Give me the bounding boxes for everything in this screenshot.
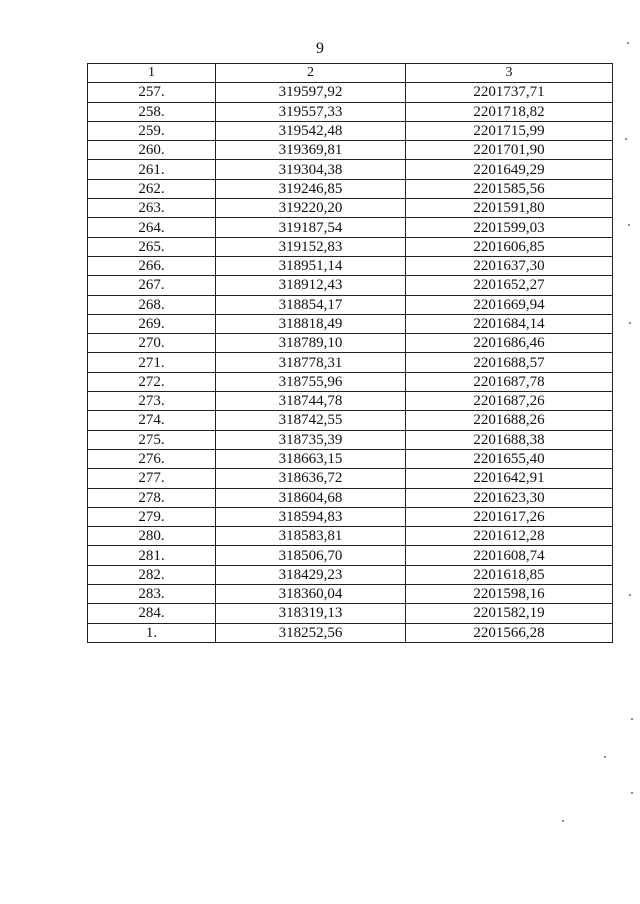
y-coordinate-cell: 2201688,26	[406, 411, 613, 430]
point-number-cell: 268.	[88, 295, 216, 314]
y-coordinate-cell: 2201591,80	[406, 199, 613, 218]
page-number: 9	[316, 40, 324, 57]
y-coordinate-cell: 2201669,94	[406, 295, 613, 314]
table-row	[88, 179, 613, 198]
table-row	[88, 623, 613, 642]
y-coordinate-cell: 2201617,26	[406, 507, 613, 526]
x-coordinate-cell: 318583,81	[216, 527, 406, 546]
x-coordinate-cell: 318594,83	[216, 507, 406, 526]
point-number-cell: 261.	[88, 160, 216, 179]
column-header: 2	[216, 64, 406, 83]
table-row	[88, 353, 613, 372]
point-number-cell: 284.	[88, 604, 216, 623]
table-row	[88, 83, 613, 102]
y-coordinate-cell: 2201642,91	[406, 469, 613, 488]
point-number-cell: 276.	[88, 449, 216, 468]
y-coordinate-cell: 2201582,19	[406, 604, 613, 623]
y-coordinate-cell: 2201566,28	[406, 623, 613, 642]
x-coordinate-cell: 319246,85	[216, 179, 406, 198]
x-coordinate-cell: 319220,20	[216, 199, 406, 218]
table-row	[88, 295, 613, 314]
table-row	[88, 527, 613, 546]
table-row	[88, 334, 613, 353]
table-row	[88, 199, 613, 218]
scan-speck	[562, 820, 564, 822]
x-coordinate-cell: 319304,38	[216, 160, 406, 179]
point-number-cell: 271.	[88, 353, 216, 372]
point-number-cell: 282.	[88, 565, 216, 584]
y-coordinate-cell: 2201598,16	[406, 585, 613, 604]
y-coordinate-cell: 2201715,99	[406, 121, 613, 140]
x-coordinate-cell: 318360,04	[216, 585, 406, 604]
x-coordinate-cell: 318755,96	[216, 372, 406, 391]
x-coordinate-cell: 318818,49	[216, 314, 406, 333]
x-coordinate-cell: 318912,43	[216, 276, 406, 295]
scan-speck	[631, 718, 633, 720]
table-row	[88, 237, 613, 256]
y-coordinate-cell: 2201623,30	[406, 488, 613, 507]
y-coordinate-cell: 2201737,71	[406, 83, 613, 102]
y-coordinate-cell: 2201655,40	[406, 449, 613, 468]
table-row	[88, 102, 613, 121]
point-number-cell: 283.	[88, 585, 216, 604]
y-coordinate-cell: 2201684,14	[406, 314, 613, 333]
y-coordinate-cell: 2201652,27	[406, 276, 613, 295]
y-coordinate-cell: 2201618,85	[406, 565, 613, 584]
table-row	[88, 160, 613, 179]
point-number-cell: 260.	[88, 141, 216, 160]
x-coordinate-cell: 319597,92	[216, 83, 406, 102]
column-header: 3	[406, 64, 613, 83]
x-coordinate-cell: 318319,13	[216, 604, 406, 623]
x-coordinate-cell: 319152,83	[216, 237, 406, 256]
scan-speck	[629, 322, 631, 324]
y-coordinate-cell: 2201599,03	[406, 218, 613, 237]
column-header: 1	[88, 64, 216, 83]
x-coordinate-cell: 318429,23	[216, 565, 406, 584]
point-number-cell: 272.	[88, 372, 216, 391]
point-number-cell: 264.	[88, 218, 216, 237]
table-row	[88, 141, 613, 160]
scan-speck	[604, 756, 606, 758]
x-coordinate-cell: 318735,39	[216, 430, 406, 449]
table-row	[88, 585, 613, 604]
point-number-cell: 262.	[88, 179, 216, 198]
point-number-cell: 279.	[88, 507, 216, 526]
scan-speck	[628, 224, 630, 226]
table-row	[88, 469, 613, 488]
table-row	[88, 488, 613, 507]
x-coordinate-cell: 318742,55	[216, 411, 406, 430]
point-number-cell: 267.	[88, 276, 216, 295]
table-row	[88, 121, 613, 140]
table-row	[88, 546, 613, 565]
scan-speck	[627, 42, 629, 44]
point-number-cell: 265.	[88, 237, 216, 256]
x-coordinate-cell: 318636,72	[216, 469, 406, 488]
point-number-cell: 281.	[88, 546, 216, 565]
x-coordinate-cell: 319369,81	[216, 141, 406, 160]
y-coordinate-cell: 2201606,85	[406, 237, 613, 256]
x-coordinate-cell: 318252,56	[216, 623, 406, 642]
point-number-cell: 259.	[88, 121, 216, 140]
point-number-cell: 266.	[88, 256, 216, 275]
table-row	[88, 314, 613, 333]
point-number-cell: 274.	[88, 411, 216, 430]
x-coordinate-cell: 318789,10	[216, 334, 406, 353]
table-row	[88, 372, 613, 391]
y-coordinate-cell: 2201637,30	[406, 256, 613, 275]
x-coordinate-cell: 318951,14	[216, 256, 406, 275]
point-number-cell: 263.	[88, 199, 216, 218]
x-coordinate-cell: 319187,54	[216, 218, 406, 237]
point-number-cell: 273.	[88, 392, 216, 411]
table-row	[88, 256, 613, 275]
y-coordinate-cell: 2201687,26	[406, 392, 613, 411]
table-row	[88, 430, 613, 449]
table-header-row	[88, 64, 613, 83]
y-coordinate-cell: 2201608,74	[406, 546, 613, 565]
y-coordinate-cell: 2201612,28	[406, 527, 613, 546]
point-number-cell: 275.	[88, 430, 216, 449]
y-coordinate-cell: 2201718,82	[406, 102, 613, 121]
x-coordinate-cell: 318744,78	[216, 392, 406, 411]
x-coordinate-cell: 318778,31	[216, 353, 406, 372]
point-number-cell: 257.	[88, 83, 216, 102]
point-number-cell: 1.	[88, 623, 216, 642]
point-number-cell: 258.	[88, 102, 216, 121]
table-row	[88, 218, 613, 237]
y-coordinate-cell: 2201688,38	[406, 430, 613, 449]
table-row	[88, 449, 613, 468]
scan-speck	[631, 792, 633, 794]
x-coordinate-cell: 318663,15	[216, 449, 406, 468]
table-row	[88, 276, 613, 295]
y-coordinate-cell: 2201649,29	[406, 160, 613, 179]
x-coordinate-cell: 319542,48	[216, 121, 406, 140]
scan-speck	[629, 594, 631, 596]
point-number-cell: 277.	[88, 469, 216, 488]
x-coordinate-cell: 318506,70	[216, 546, 406, 565]
x-coordinate-cell: 319557,33	[216, 102, 406, 121]
point-number-cell: 280.	[88, 527, 216, 546]
table-row	[88, 392, 613, 411]
point-number-cell: 270.	[88, 334, 216, 353]
point-number-cell: 278.	[88, 488, 216, 507]
table-row	[88, 411, 613, 430]
y-coordinate-cell: 2201701,90	[406, 141, 613, 160]
table-row	[88, 507, 613, 526]
table-body	[88, 83, 613, 643]
coordinates-table	[87, 63, 613, 643]
x-coordinate-cell: 318604,68	[216, 488, 406, 507]
scan-speck	[625, 138, 627, 140]
table-row	[88, 565, 613, 584]
table-row	[88, 604, 613, 623]
y-coordinate-cell: 2201688,57	[406, 353, 613, 372]
y-coordinate-cell: 2201686,46	[406, 334, 613, 353]
y-coordinate-cell: 2201585,56	[406, 179, 613, 198]
point-number-cell: 269.	[88, 314, 216, 333]
y-coordinate-cell: 2201687,78	[406, 372, 613, 391]
x-coordinate-cell: 318854,17	[216, 295, 406, 314]
